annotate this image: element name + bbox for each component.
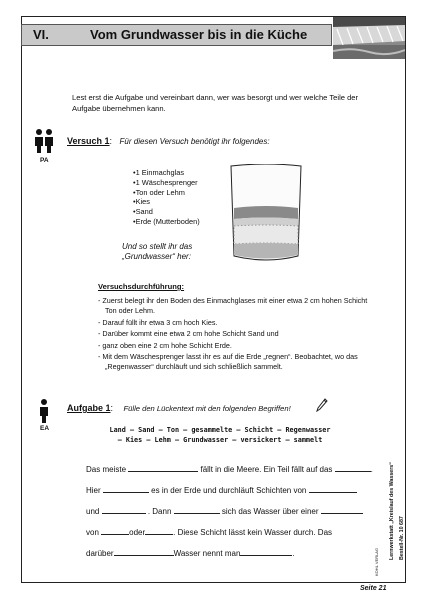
glass-jar-illustration (228, 164, 304, 269)
materials-list (133, 168, 200, 227)
intro-text: Lest erst die Aufgabe und vereinbart dann, wer was besorgt und wer welche Teile der Aufgabe übernehmen kann. (72, 93, 359, 113)
cloze-text: es in der Erde und durchläuft Schichten von (151, 486, 307, 495)
list-item: - Darüber kommt eine etwa 2 cm hohe Schicht Sand und (98, 329, 378, 339)
howto-line: Und so stellt ihr das (122, 242, 193, 251)
pencil-icon (316, 398, 328, 417)
series-label: Lernwerkstatt (389, 525, 395, 560)
list-item: - Zuerst belegt ihr den Boden des Einmachglases mit einer etwa 2 cm hohen Schicht Ton oder Lehm. (98, 296, 378, 316)
word-bank (75, 425, 365, 445)
cloze-blank[interactable] (174, 505, 220, 514)
cloze-blank[interactable] (240, 547, 295, 558)
word-bank-line: Land – Sand – Ton – gesammelte – Schicht – Regenwasser (109, 426, 331, 434)
topic-label: „Kreislauf des Wassers“ (389, 462, 395, 524)
list-item: • 1 Einmachglas (133, 168, 200, 178)
howto-line: „Grundwasser“ her: (122, 252, 191, 261)
cloze-blank[interactable] (335, 463, 371, 472)
cloze-text: darüber (86, 549, 114, 558)
aufgabe-heading: Aufgabe 1: Fülle den Lückentext mit den folgenden Begriffen! (67, 403, 291, 413)
cloze-blank[interactable] (321, 505, 363, 514)
cloze-text: Hier (86, 486, 101, 495)
cloze-blank[interactable] (101, 526, 129, 535)
list-item: - ganz oben eine 2 cm hohe Schicht Erde. (98, 341, 378, 351)
cloze-line (86, 526, 376, 537)
list-item: • Kies (133, 197, 200, 207)
cloze-blank[interactable] (128, 463, 198, 472)
cloze-text: fällt in die Meere. Ein Teil fällt auf das (200, 465, 333, 474)
cloze-blank[interactable] (309, 484, 357, 493)
versuch-title: Versuch 1 (67, 136, 110, 146)
list-item: • Ton oder Lehm (133, 188, 200, 198)
series-topic (389, 462, 395, 560)
word-bank-line: – Kies – Lehm – Grundwasser – versickert – sammelt (117, 436, 323, 444)
aufgabe-instruction: Fülle den Lückentext mit den folgenden Begriffen! (123, 404, 291, 413)
cloze-text: und (86, 507, 100, 516)
procedure-heading: Versuchsdurchführung: (98, 282, 185, 291)
publisher-logo: KOHL VERLAG (374, 547, 379, 576)
list-item: - Darauf füllt ihr etwa 3 cm hoch Kies. (98, 318, 378, 328)
social-form-label: PA (40, 157, 49, 164)
chapter-number: VI. (33, 27, 49, 42)
cloze-line (86, 484, 376, 495)
waterfall-photo (333, 17, 405, 59)
list-item: • 1 Wäschesprenger (133, 178, 200, 188)
social-form-label: EA (40, 425, 50, 432)
procedure-steps (98, 296, 378, 374)
cloze-text: Wasser nennt man (173, 549, 241, 558)
cloze-blank[interactable] (102, 505, 146, 514)
cloze-text: Das meiste (86, 465, 127, 474)
cloze-text: . (370, 465, 373, 474)
cloze-text: sich das Wasser über einer (221, 507, 319, 516)
cloze-text: . Dann (147, 507, 172, 516)
cloze-text: . Diese Schicht lässt kein Wasser durch. Das (173, 528, 333, 537)
cloze-line (86, 463, 376, 474)
cloze-blank[interactable] (114, 547, 174, 556)
cloze-text: von (86, 528, 99, 537)
order-number: Bestell-Nr. 10 687 (399, 516, 405, 560)
cloze-blank[interactable] (145, 526, 173, 535)
page-title: Vom Grundwasser bis in die Küche (90, 27, 308, 42)
aufgabe-title: Aufgabe 1 (67, 403, 111, 413)
cloze-line (86, 505, 376, 516)
partner-work-icon (34, 128, 54, 159)
list-item: • Sand (133, 207, 200, 217)
cloze-text: oder (129, 528, 146, 537)
list-item: - Mit dem Wäschesprenger lasst ihr es auf die Erde „regnen“. Beobachtet, wo das „Regenwasser“ durchläuft und sich schließlich sammelt. (98, 352, 378, 372)
cloze-blank[interactable] (103, 484, 149, 493)
list-item: • Erde (Mutterboden) (133, 217, 200, 227)
howto-text (122, 242, 192, 262)
page-number: Seite 21 (360, 585, 387, 592)
cloze-text: . (292, 549, 295, 558)
versuch-heading: Versuch 1: Für diesen Versuch benötigt ihr folgendes: (67, 136, 270, 146)
versuch-instruction: Für diesen Versuch benötigt ihr folgendes: (119, 137, 270, 146)
cloze-line (86, 547, 376, 558)
